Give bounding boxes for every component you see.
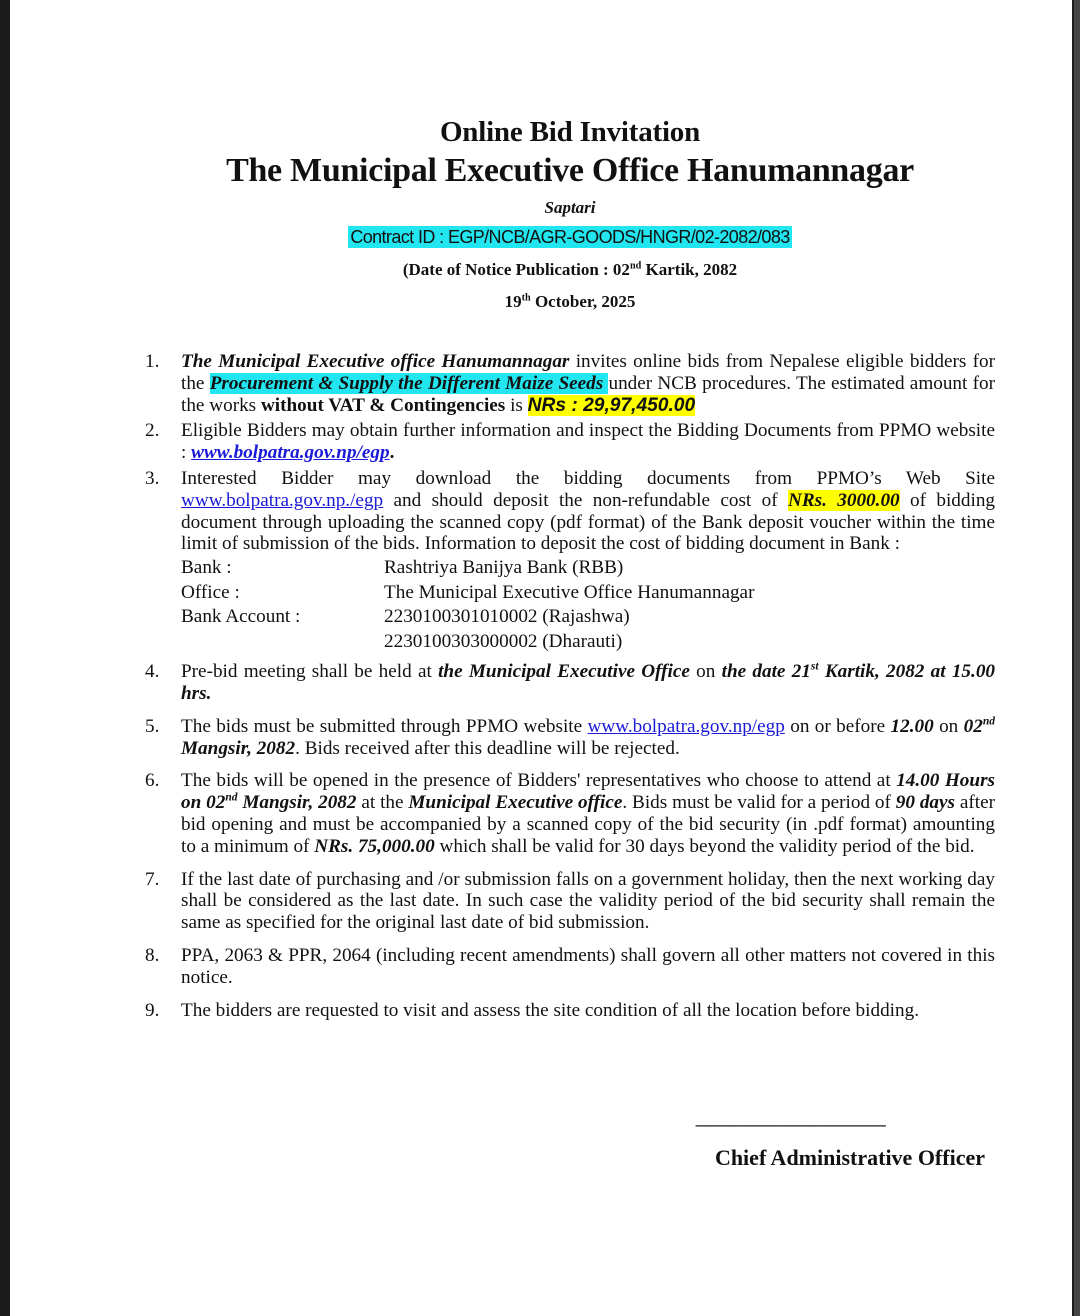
office-name-inline: The Municipal Executive office Hanumannagar	[181, 351, 570, 372]
bank-row: Bank Account : 2230100301010002 (Rajashwa)	[181, 606, 995, 631]
signatory-title: Chief Administrative Officer	[714, 1145, 985, 1170]
item-number: 1.	[145, 351, 160, 372]
item-text: Eligible Bidders may obtain further information and inspect the Bidding Documents from PPMO website : www.bolpatra.gov.np/egp.	[181, 420, 995, 464]
item-number: 2.	[145, 420, 160, 442]
meeting-place: the Municipal Executive Office	[438, 661, 690, 683]
notice-item-4	[133, 661, 995, 705]
bank-office: The Municipal Executive Office Hanumannagar	[384, 581, 755, 603]
signature-line: --------------------------------------------------------------	[695, 1118, 885, 1133]
notice-item-1	[133, 351, 995, 416]
bid-security-amount: NRs. 75,000.00	[314, 835, 435, 857]
item-number: 9.	[145, 999, 160, 1021]
notice-items	[133, 351, 995, 1021]
vat-note: without VAT & Contingencies	[260, 394, 506, 416]
notice-item-6	[133, 770, 995, 857]
document-page	[10, 0, 1072, 1316]
viewer-right-edge	[1072, 0, 1080, 1316]
item-text: The bids must be submitted through PPMO website www.bolpatra.gov.np/egp on or before 12.00 on 02nd Mangsir, 2082. Bids received after this deadline will be rejected.	[181, 715, 996, 759]
item-text: The Municipal Executive office Hanumannagar invites online bids from Nepalese eligible bidders for the Procurement & Supply the Different Maize Seeds under NCB procedures. The estimated amount for the works without VAT & Contingencies is NRs : 29,97,450.00	[181, 351, 995, 416]
meeting-date: the date 21st Kartik, 2082 at 15.00 hrs.	[181, 660, 996, 704]
contract-id	[10, 227, 1080, 248]
item-text: PPA, 2063 & PPR, 2064 (including recent amendments) shall govern all other matters not covered in this notice.	[181, 944, 995, 988]
item-text: The bids will be opened in the presence of Bidders' representatives who choose to attend at 14.00 Hours on 02nd Mangsir, 2082 at the Municipal Executive office. Bids must be valid for a period of 90 days after bid opening and must be accompanied by a scanned copy of the bid security (in .pdf format) amounting to a minimum of NRs. 75,000.00 which shall be valid for 30 days beyond the validity period of the bid.	[181, 770, 996, 857]
bank-row: Bank : Rashtriya Banijya Bank (RBB)	[181, 557, 995, 582]
bolpatra-link[interactable]: www.bolpatra.gov.np/egp	[587, 715, 785, 737]
bid-validity: 90 days	[895, 792, 955, 814]
bank-name: Rashtriya Banijya Bank (RBB)	[384, 557, 624, 579]
bank-row: Office : The Municipal Executive Office Hanumannagar	[181, 582, 995, 607]
notice-item-5	[133, 716, 995, 760]
item-text: If the last date of purchasing and /or submission falls on a government holiday, then the next working day shall be considered as the last date. In such case the validity period of the bid security shall remain the same as specified for the original last date of bid submission.	[181, 868, 995, 934]
item-text: The bidders are requested to visit and assess the site condition of all the location before bidding.	[181, 999, 919, 1021]
submission-time: 12.00	[890, 715, 934, 737]
contract-id-text: Contract ID : EGP/NCB/AGR-GOODS/HNGR/02-2082/083	[350, 227, 790, 247]
bolpatra-link[interactable]: www.bolpatra.gov.np/egp	[191, 442, 390, 464]
notice-item-3	[133, 468, 995, 655]
notice-item-8	[133, 945, 995, 989]
item-number: 6.	[145, 770, 160, 792]
submission-date: 02nd Mangsir, 2082	[181, 715, 996, 759]
item-text: Pre-bid meeting shall be held at the Municipal Executive Office on the date 21st Kartik, 2082 at 15.00 hrs.	[181, 660, 996, 704]
bank-details	[181, 557, 995, 655]
viewer-left-edge	[0, 0, 10, 1316]
project-name: Procurement & Supply the Different Maize Seeds	[209, 372, 609, 394]
bank-account-dharauti: 2230100303000002 (Dharauti)	[384, 630, 623, 652]
english-date: 19th October, 2025	[504, 292, 636, 311]
item-number: 7.	[145, 868, 160, 890]
bolpatra-link[interactable]: www.bolpatra.gov.np./egp	[181, 489, 384, 511]
office-name: The Municipal Executive Office Hanumannagar	[226, 152, 914, 189]
notice-item-2	[133, 420, 995, 464]
document-title: Online Bid Invitation	[439, 116, 701, 148]
item-number: 5.	[145, 715, 160, 737]
document-fee: NRs. 3000.00	[787, 489, 900, 511]
estimated-amount: NRs : 29,97,450.00	[527, 394, 696, 416]
notice-item-9	[133, 1000, 995, 1022]
district-name: Saptari	[544, 198, 596, 217]
item-text: Interested Bidder may download the bidding documents from PPMO’s Web Site www.bolpatra.gov.np./egp and should deposit the non-refundable cost of NRs. 3000.00 of bidding document through uploading the scanned copy (pdf format) of the Bank deposit voucher within the time limit of submission of the bids. Information to deposit the cost of bidding document in Bank :	[181, 467, 996, 555]
opening-time: 14.00 Hours on 02nd Mangsir, 2082	[181, 770, 996, 814]
item-number: 3.	[145, 467, 160, 489]
item-number: 4.	[145, 661, 160, 683]
bank-row	[181, 631, 995, 656]
notice-item-7	[133, 869, 995, 934]
item-number: 8.	[145, 944, 160, 966]
opening-place: Municipal Executive office	[408, 792, 623, 814]
publication-date: (Date of Notice Publication : 02nd Kartik, 2082	[402, 260, 738, 279]
bank-account-rajashwa: 2230100301010002 (Rajashwa)	[384, 606, 630, 628]
